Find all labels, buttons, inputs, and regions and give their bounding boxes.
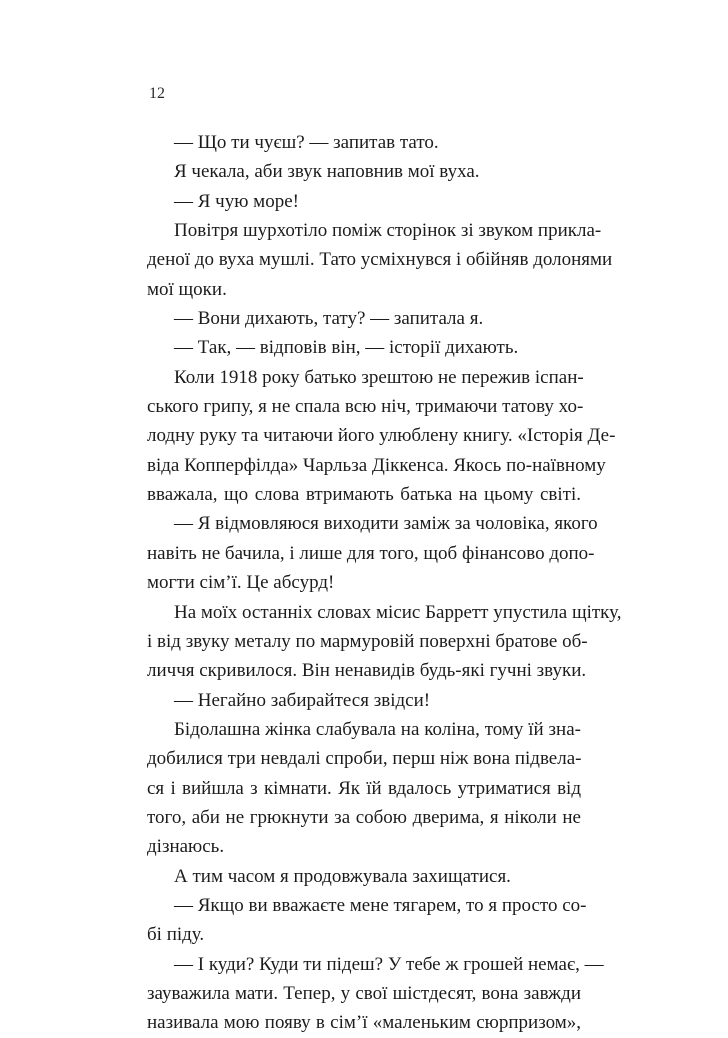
text-line: зауважила мати. Тепер, у свої шістдесят, вона завжди [147, 982, 581, 1004]
text-line: — Я чую море! [174, 190, 299, 212]
text-line: личчя скривилося. Він ненавидів будь-які гучні звуки. [147, 660, 587, 682]
text-line: — Так, — відповів він, — історії дихають. [174, 337, 519, 359]
text-line: мої щоки. [147, 278, 227, 300]
text-line: Повітря шурхотіло поміж сторінок зі звуком прикла- [174, 220, 602, 242]
text-line: А тим часом я продовжувала захищатися. [174, 865, 511, 887]
text-line: Коли 1918 року батько зрештою не пережив іспан- [174, 366, 584, 388]
text-line: віда Копперфілда» Чарльза Діккенса. Якось по-наївному [147, 454, 606, 476]
text-line: того, аби не грюкнути за собою дверима, я ніколи не [147, 806, 581, 828]
text-line: — Вони дихають, тату? — запитала я. [174, 308, 484, 330]
text-line: лодну руку та читаючи його улюблену книгу. «Історія Де- [147, 425, 616, 447]
text-line: На моїх останніх словах місис Барретт упустила щітку, [174, 601, 622, 623]
text-line: і від звуку металу по мармуровій поверхні братове об- [147, 630, 588, 652]
text-line: дізнаюсь. [147, 836, 225, 858]
text-line: — Негайно забирайтеся звідси! [174, 689, 431, 711]
text-line: — Якщо ви вважаєте мене тягарем, то я просто со- [174, 894, 587, 916]
text-line: навіть не бачила, і лише для того, щоб фінансово допо- [147, 542, 595, 564]
text-line: вважала, що слова втримають батька на цьому світі. [147, 484, 581, 506]
text-line: — І куди? Куди ти підеш? У тебе ж грошей немає, — [174, 953, 604, 975]
text-line: ся і вийшла з кімнати. Як їй вдалось утриматися від [147, 777, 581, 799]
page-number: 12 [149, 85, 165, 102]
text-line: бі піду. [147, 924, 205, 946]
text-line: називала мою появу в сім’ї «маленьким сюрпризом», [147, 1012, 581, 1034]
body-text [147, 128, 622, 1038]
text-line: Я чекала, аби звук наповнив мої вуха. [174, 161, 480, 183]
text-line: добилися три невдалі спроби, перш ніж вона підвела- [147, 748, 582, 770]
text-line: — Я відмовляюся виходити заміж за чоловіка, якого [174, 513, 598, 535]
text-line: — Що ти чуєш? — запитав тато. [174, 132, 439, 153]
text-line: ського грипу, я не спала всю ніч, тримаючи татову хо- [147, 396, 584, 418]
text-line: деної до вуха мушлі. Тато усміхнувся і обійняв долонями [147, 249, 613, 271]
text-line: могти сім’ї. Це абсурд! [147, 572, 335, 594]
text-line: Бідолашна жінка слабувала на коліна, тому їй зна- [174, 718, 581, 740]
